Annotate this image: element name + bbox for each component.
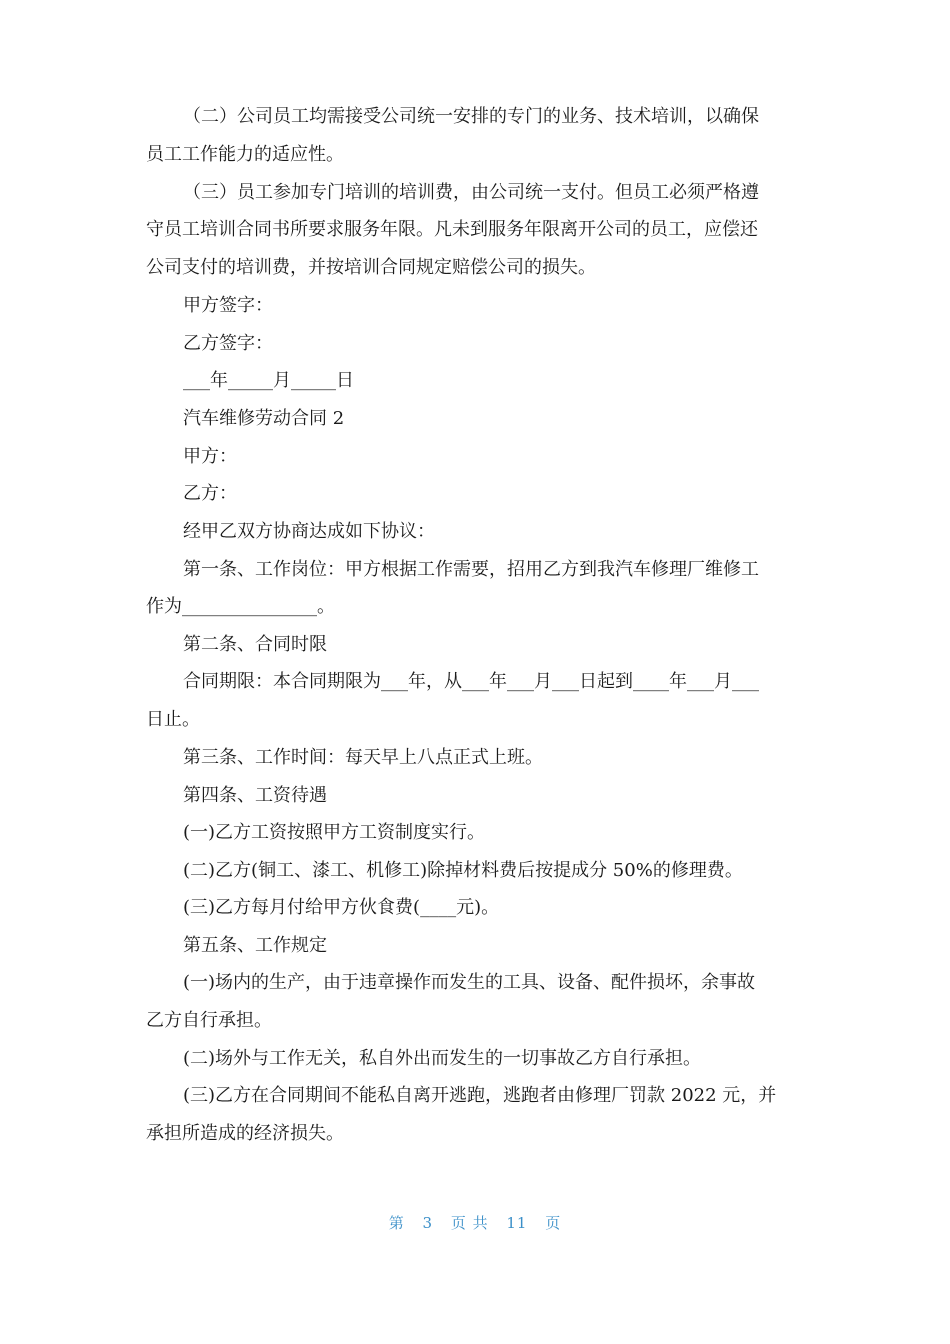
- footer-page-middle: 页 共: [450, 1214, 489, 1232]
- party-a-line: 甲方：: [183, 446, 237, 467]
- paragraph-line: （二）公司员工均需接受公司统一安排的专门的业务、技术培训，以确保: [183, 106, 759, 127]
- footer-page-number: 3: [422, 1214, 434, 1232]
- paragraph-line: 员工工作能力的适应性。: [146, 144, 344, 165]
- paragraph-line: 公司支付的培训费，并按培训合同规定赔偿公司的损失。: [146, 257, 596, 278]
- paragraph-line: 日止。: [146, 709, 200, 730]
- paragraph-line: 经甲乙双方协商达成如下协议：: [183, 521, 435, 542]
- party-b-line: 乙方：: [183, 483, 237, 504]
- clause-heading: 第五条、工作规定: [183, 935, 327, 956]
- section-title: 汽车维修劳动合同 2: [183, 408, 345, 429]
- footer-page-prefix: 第: [388, 1214, 405, 1232]
- footer-page-total: 11: [506, 1214, 528, 1232]
- paragraph-line: (一)乙方工资按照甲方工资制度实行。: [183, 822, 486, 843]
- signature-party-b: 乙方签字：: [183, 333, 273, 354]
- paragraph-line: (三)乙方在合同期间不能私自离开逃跑，逃跑者由修理厂罚款 2022 元，并: [183, 1085, 777, 1106]
- paragraph-line: 第一条、工作岗位：甲方根据工作需要，招用乙方到我汽车修理厂维修工: [183, 559, 759, 580]
- paragraph-line: (二)场外与工作无关，私自外出而发生的一切事故乙方自行承担。: [183, 1048, 702, 1069]
- paragraph-line: 第三条、工作时间：每天早上八点正式上班。: [183, 747, 543, 768]
- paragraph-line: 乙方自行承担。: [146, 1010, 272, 1031]
- clause-heading: 第四条、工资待遇: [183, 785, 327, 806]
- paragraph-line: 守员工培训合同书所要求服务年限。凡未到服务年限离开公司的员工，应偿还: [146, 219, 758, 240]
- page-footer: [0, 1212, 950, 1233]
- paragraph-line: 作为_______________。: [146, 596, 335, 617]
- paragraph-line: (一)场内的生产，由于违章操作而发生的工具、设备、配件损坏，余事故: [183, 972, 756, 993]
- footer-page-suffix: 页: [545, 1214, 562, 1232]
- paragraph-line: 合同期限：本合同期限为___年，从___年___月___日起到____年___月___: [183, 671, 759, 692]
- paragraph-line: (三)乙方每月付给甲方伙食费(____元)。: [183, 897, 500, 918]
- clause-heading: 第二条、合同时限: [183, 634, 327, 655]
- paragraph-line: (二)乙方(铜工、漆工、机修工)除掉材料费后按提成分 50%的修理费。: [183, 860, 743, 881]
- date-line: ___年_____月_____日: [183, 370, 354, 391]
- signature-party-a: 甲方签字：: [183, 295, 273, 316]
- paragraph-line: 承担所造成的经济损失。: [146, 1123, 344, 1144]
- paragraph-line: （三）员工参加专门培训的培训费，由公司统一支付。但员工必须严格遵: [183, 182, 759, 203]
